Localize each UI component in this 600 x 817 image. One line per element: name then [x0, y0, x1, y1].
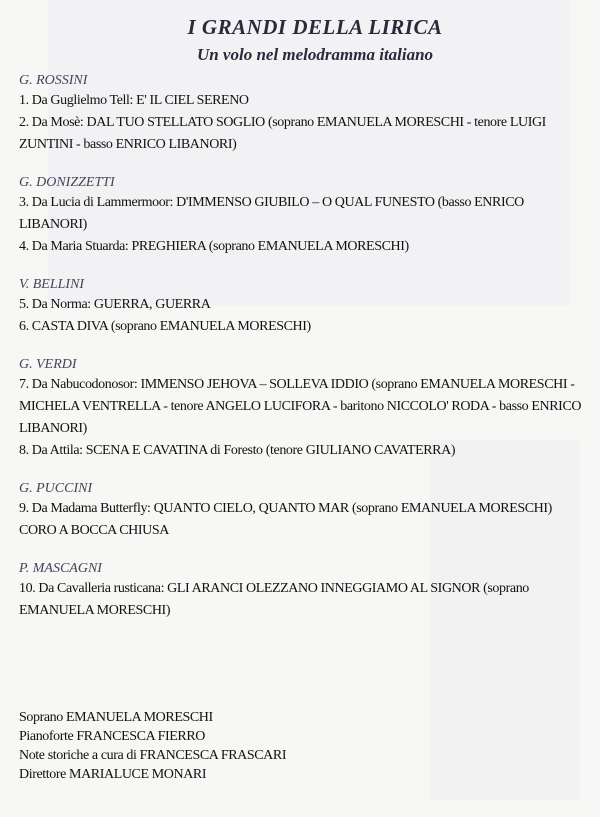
program-item: 7. Da Nabucodonosor: IMMENSO JEHOVA – SOLLEVA IDDIO (soprano EMANUELA MORESCHI - MICHELA VENTRELLA - tenore ANGELO LUCIFORA - baritono NICCOLO' RODA - basso ENRICO LIBANORI) — [19, 377, 582, 436]
section-bellini — [19, 276, 589, 338]
program-list — [19, 72, 589, 640]
credit-line: Pianoforte FRANCESCA FIERRO — [19, 729, 205, 744]
composer-name: G. ROSSINI — [19, 73, 88, 88]
credit-line: Note storiche a cura di FRANCESCA FRASCARI — [19, 748, 287, 763]
composer-name: V. BELLINI — [19, 277, 85, 292]
composer-name: G. VERDI — [19, 357, 77, 372]
section-puccini — [19, 480, 589, 542]
section-rossini — [19, 72, 589, 156]
program-item: 3. Da Lucia di Lammermoor: D'IMMENSO GIUBILO – O QUAL FUNESTO (basso ENRICO LIBANORI) — [19, 195, 524, 232]
program-item: 4. Da Maria Stuarda: PREGHIERA (soprano EMANUELA MORESCHI) — [19, 239, 409, 254]
section-donizzetti — [19, 174, 589, 258]
page-subtitle: Un volo nel melodramma italiano — [196, 45, 434, 64]
page-title: I GRANDI DELLA LIRICA — [187, 15, 443, 39]
section-verdi — [19, 356, 589, 462]
program-item: 2. Da Mosè: DAL TUO STELLATO SOGLIO (soprano EMANUELA MORESCHI - tenore LUIGI ZUNTINI - basso ENRICO LIBANORI) — [19, 115, 546, 152]
program-item: 8. Da Attila: SCENA E CAVATINA di Foresto (tenore GIULIANO CAVATERRA) — [19, 443, 456, 458]
program-item: 1. Da Guglielmo Tell: E' IL CIEL SERENO — [19, 93, 249, 108]
credits — [19, 708, 589, 784]
composer-name: G. PUCCINI — [19, 481, 93, 496]
section-mascagni — [19, 560, 589, 622]
composer-name: G. DONIZZETTI — [19, 175, 115, 190]
credit-line: Direttore MARIALUCE MONARI — [19, 767, 207, 782]
program-item: 9. Da Madama Butterfly: QUANTO CIELO, QUANTO MAR (soprano EMANUELA MORESCHI) CORO A BOCCA CHIUSA — [19, 501, 552, 538]
program-item: 5. Da Norma: GUERRA, GUERRA — [19, 297, 211, 312]
header — [0, 14, 600, 66]
composer-name: P. MASCAGNI — [19, 561, 102, 576]
credit-line: Soprano EMANUELA MORESCHI — [19, 710, 213, 725]
program-item: 10. Da Cavalleria rusticana: GLI ARANCI OLEZZANO INNEGGIAMO AL SIGNOR (soprano EMANUELA MORESCHI) — [19, 581, 529, 618]
program-item: 6. CASTA DIVA (soprano EMANUELA MORESCHI) — [19, 319, 311, 334]
